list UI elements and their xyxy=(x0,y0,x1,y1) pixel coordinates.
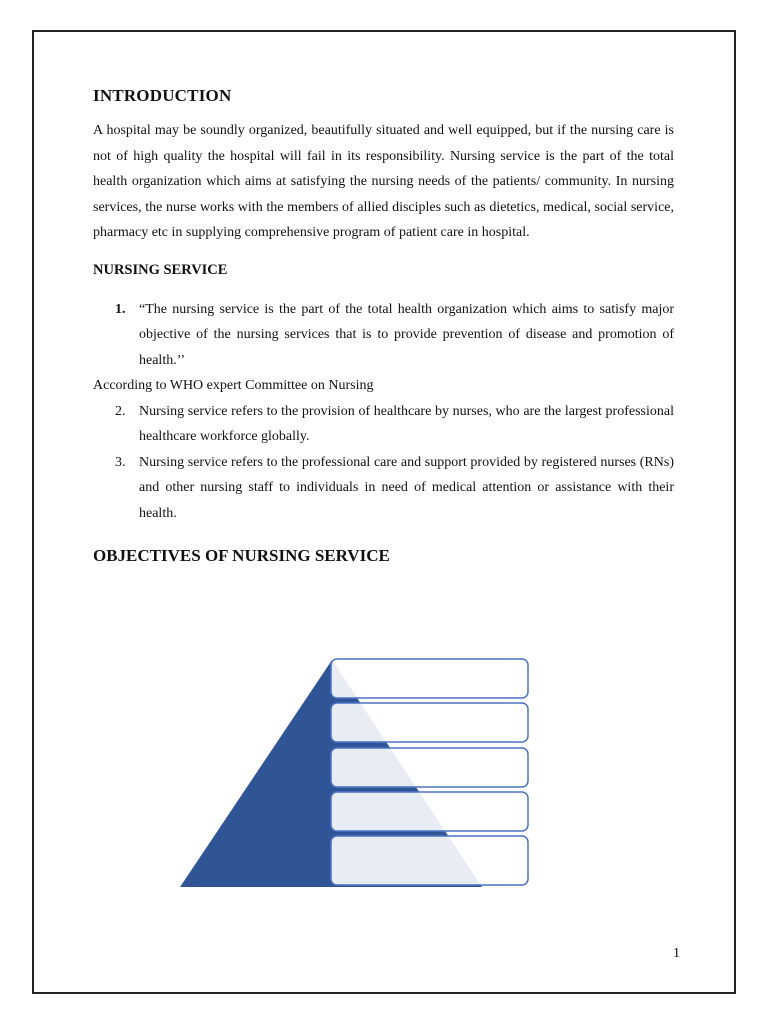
attribution-text: According to WHO expert Committee on Nursing xyxy=(93,378,374,393)
objectives-heading: OBJECTIVES OF NURSING SERVICE xyxy=(93,546,390,565)
list-item xyxy=(93,450,674,527)
nursing-service-heading: NURSING SERVICE xyxy=(93,261,228,278)
list-number: 1. xyxy=(115,301,126,317)
list-item-text: Nursing service refers to the professional care and support provided by registered nurses (RNs) and other nursing staff to individuals in need of medical attention or assistance with their health. xyxy=(139,454,674,521)
list-item xyxy=(93,297,674,374)
list-number: 3. xyxy=(115,454,126,470)
list-item-text: “The nursing service is the part of the total health organization which aims to satisfy major objective of the nursing services that is to provide prevention of disease and promotion of health.’’ xyxy=(139,301,674,368)
list-item xyxy=(93,399,674,450)
introduction-heading: INTRODUCTION xyxy=(93,86,232,105)
nursing-service-list xyxy=(93,297,674,527)
introduction-paragraph: A hospital may be soundly organized, beautifully situated and well equipped, but if the nursing care is not of high quality the hospital will fail in its responsibility. Nursing service is the part of the total health organization which aims at satisfying the nursing needs of the patients/ community. In nursing services, the nurse works with the members of allied disciples such as dietetics, medical, social service, pharmacy etc in supplying comprehensive program of patient care in hospital. xyxy=(93,123,674,240)
document-body xyxy=(93,86,674,566)
list-number: 2. xyxy=(115,403,126,419)
attribution xyxy=(93,373,674,399)
list-item-text: Nursing service refers to the provision of healthcare by nurses, who are the largest professional healthcare workforce globally. xyxy=(139,403,674,444)
page-number: 1 xyxy=(673,946,680,961)
